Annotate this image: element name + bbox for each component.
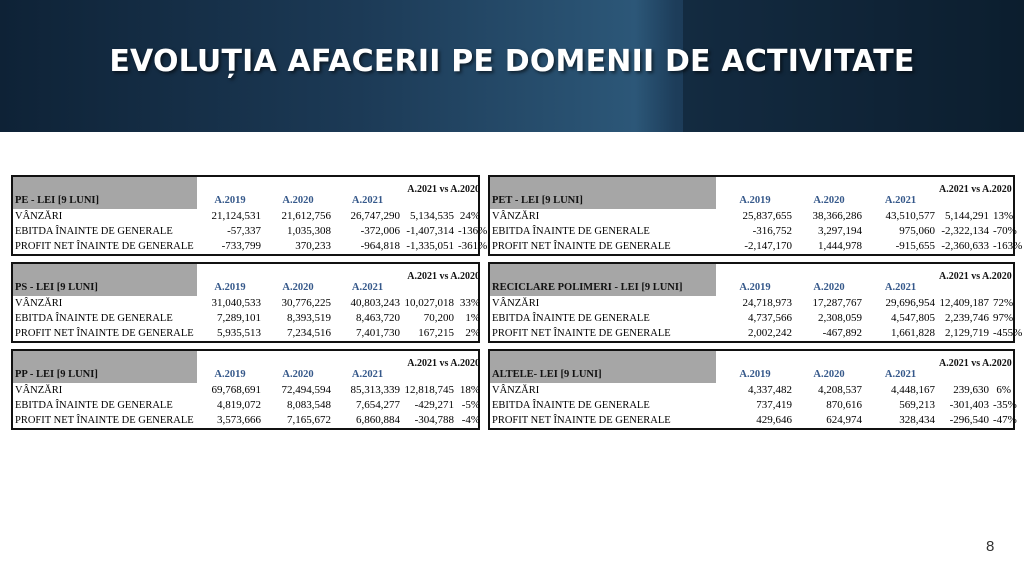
cell-2021: 43,510,577 bbox=[885, 210, 935, 222]
col-header-2019: A.2019 bbox=[214, 282, 246, 293]
cell-pct: 2% bbox=[465, 327, 481, 339]
row-label: VÂNZĂRI bbox=[492, 385, 540, 396]
cell-pct: 72% bbox=[993, 297, 1014, 309]
col-header-comparison: A.2021 vs A.2020 bbox=[407, 184, 481, 195]
row-label: PROFIT NET ÎNAINTE DE GENERALE bbox=[492, 328, 671, 339]
col-header-2020: A.2020 bbox=[282, 282, 314, 293]
cell-2021: 26,747,290 bbox=[350, 210, 400, 222]
page-number: 8 bbox=[986, 538, 995, 555]
table-row bbox=[13, 413, 482, 428]
row-label: EBITDA ÎNAINTE DE GENERALE bbox=[492, 313, 650, 324]
cell-2020: -467,892 bbox=[822, 327, 862, 339]
cell-diff: 2,239,746 bbox=[945, 312, 989, 324]
col-header-2019: A.2019 bbox=[214, 195, 246, 206]
cell-2021: 4,547,805 bbox=[891, 312, 935, 324]
cell-2021: 8,463,720 bbox=[356, 312, 400, 324]
row-label: VÂNZĂRI bbox=[492, 298, 540, 309]
cell-pct: -4% bbox=[461, 414, 481, 426]
col-header-comparison: A.2021 vs A.2020 bbox=[939, 271, 1012, 282]
cell-2021: -964,818 bbox=[360, 240, 400, 252]
table-row bbox=[490, 239, 1013, 254]
cell-2020: 870,616 bbox=[826, 399, 862, 411]
cell-2021: 569,213 bbox=[899, 399, 935, 411]
cell-2020: 7,234,516 bbox=[287, 327, 331, 339]
cell-2021: 85,313,339 bbox=[350, 384, 400, 396]
col-header-2021: A.2021 bbox=[351, 195, 384, 206]
row-label: PROFIT NET ÎNAINTE DE GENERALE bbox=[492, 241, 671, 252]
cell-2019: 5,935,513 bbox=[217, 327, 261, 339]
row-label: VÂNZĂRI bbox=[492, 211, 540, 222]
cell-2021: 7,401,730 bbox=[356, 327, 400, 339]
col-header-2020: A.2020 bbox=[813, 369, 845, 380]
cell-pct: -136% bbox=[458, 225, 488, 237]
col-header-2021: A.2021 bbox=[351, 282, 384, 293]
cell-pct: 6% bbox=[996, 384, 1012, 396]
table-row bbox=[490, 209, 1013, 224]
col-header-2020: A.2020 bbox=[813, 282, 845, 293]
cell-diff: 167,215 bbox=[418, 327, 454, 339]
cell-2019: 429,646 bbox=[756, 414, 792, 426]
cell-2020: 8,083,548 bbox=[287, 399, 331, 411]
table-row bbox=[13, 224, 482, 239]
cell-2019: 24,718,973 bbox=[742, 297, 792, 309]
table-row bbox=[13, 209, 482, 224]
row-label: PROFIT NET ÎNAINTE DE GENERALE bbox=[492, 415, 671, 426]
cell-2019: 2,002,242 bbox=[748, 327, 792, 339]
table-header-row bbox=[490, 177, 1013, 209]
cell-diff: -1,407,314 bbox=[406, 225, 454, 237]
cell-2021: -372,006 bbox=[360, 225, 400, 237]
cell-2019: 7,289,101 bbox=[217, 312, 261, 324]
cell-diff: 70,200 bbox=[423, 312, 454, 324]
table-header-row bbox=[13, 177, 482, 209]
table-row bbox=[13, 311, 482, 326]
row-label: EBITDA ÎNAINTE DE GENERALE bbox=[15, 226, 173, 237]
cell-2020: 4,208,537 bbox=[818, 384, 862, 396]
row-label: VÂNZĂRI bbox=[15, 385, 63, 396]
cell-2019: 4,819,072 bbox=[217, 399, 261, 411]
cell-pct: -361% bbox=[458, 240, 488, 252]
cell-2019: 25,837,655 bbox=[742, 210, 792, 222]
cell-2019: -57,337 bbox=[227, 225, 261, 237]
cell-diff: -429,271 bbox=[414, 399, 454, 411]
cell-diff: 2,129,719 bbox=[945, 327, 989, 339]
cell-pct: 33% bbox=[459, 297, 481, 309]
cell-diff: 5,134,535 bbox=[410, 210, 454, 222]
cell-2019: 21,124,531 bbox=[211, 210, 261, 222]
col-header-2019: A.2019 bbox=[739, 195, 771, 206]
cell-2021: 4,448,167 bbox=[891, 384, 935, 396]
cell-2020: 1,444,978 bbox=[818, 240, 862, 252]
cell-2019: 3,573,666 bbox=[217, 414, 261, 426]
col-header-2021: A.2021 bbox=[884, 282, 917, 293]
cell-2019: 4,737,566 bbox=[748, 312, 792, 324]
cell-pct: 97% bbox=[993, 312, 1014, 324]
table-row bbox=[13, 239, 482, 254]
cell-2020: 30,776,225 bbox=[281, 297, 331, 309]
cell-diff: 239,630 bbox=[953, 384, 989, 396]
col-header-2019: A.2019 bbox=[214, 369, 246, 380]
table-header-row bbox=[490, 264, 1013, 296]
table-header-row bbox=[490, 351, 1013, 383]
cell-pct: 13% bbox=[993, 210, 1014, 222]
cell-2019: 69,768,691 bbox=[211, 384, 261, 396]
cell-2019: 4,337,482 bbox=[748, 384, 792, 396]
cell-pct: -163% bbox=[993, 240, 1023, 252]
cell-2020: 624,974 bbox=[826, 414, 862, 426]
cell-2021: 40,803,243 bbox=[350, 297, 400, 309]
cell-2020: 38,366,286 bbox=[812, 210, 862, 222]
col-header-comparison: A.2021 vs A.2020 bbox=[939, 358, 1012, 369]
cell-diff: 12,409,187 bbox=[939, 297, 989, 309]
table-row bbox=[490, 398, 1013, 413]
col-header-2019: A.2019 bbox=[739, 369, 771, 380]
cell-2020: 72,494,594 bbox=[281, 384, 331, 396]
cell-2020: 1,035,308 bbox=[287, 225, 331, 237]
table-title: PS - LEI [9 LUNI] bbox=[13, 264, 197, 296]
cell-2019: -316,752 bbox=[752, 225, 792, 237]
table-row bbox=[13, 296, 482, 311]
cell-2019: -733,799 bbox=[221, 240, 261, 252]
row-label: PROFIT NET ÎNAINTE DE GENERALE bbox=[15, 328, 194, 339]
table-row bbox=[490, 296, 1013, 311]
row-label: EBITDA ÎNAINTE DE GENERALE bbox=[492, 400, 650, 411]
cell-2021: 6,860,884 bbox=[356, 414, 400, 426]
col-header-2021: A.2021 bbox=[351, 369, 384, 380]
table-row bbox=[13, 398, 482, 413]
row-label: EBITDA ÎNAINTE DE GENERALE bbox=[15, 400, 173, 411]
cell-pct: -455% bbox=[993, 327, 1023, 339]
table-header-row bbox=[13, 351, 482, 383]
col-header-comparison: A.2021 vs A.2020 bbox=[407, 271, 481, 282]
table-row bbox=[490, 326, 1013, 341]
col-header-comparison: A.2021 vs A.2020 bbox=[407, 358, 481, 369]
row-label: PROFIT NET ÎNAINTE DE GENERALE bbox=[15, 241, 194, 252]
cell-2020: 2,308,059 bbox=[818, 312, 862, 324]
table-pe bbox=[11, 175, 488, 256]
cell-2021: 7,654,277 bbox=[356, 399, 400, 411]
cell-pct: -47% bbox=[993, 414, 1017, 426]
cell-diff: -2,360,633 bbox=[941, 240, 989, 252]
row-label: VÂNZĂRI bbox=[15, 298, 63, 309]
table-row bbox=[490, 224, 1013, 239]
cell-2021: 29,696,954 bbox=[885, 297, 935, 309]
col-header-2019: A.2019 bbox=[739, 282, 771, 293]
col-header-2020: A.2020 bbox=[813, 195, 845, 206]
table-header-row bbox=[13, 264, 482, 296]
col-header-2021: A.2021 bbox=[884, 369, 917, 380]
cell-pct: -35% bbox=[993, 399, 1017, 411]
cell-2019: 737,419 bbox=[756, 399, 792, 411]
cell-2021: 1,661,828 bbox=[891, 327, 935, 339]
table-row bbox=[490, 311, 1013, 326]
cell-2020: 7,165,672 bbox=[287, 414, 331, 426]
cell-2020: 3,297,194 bbox=[818, 225, 862, 237]
cell-2019: -2,147,170 bbox=[744, 240, 792, 252]
cell-2020: 370,233 bbox=[295, 240, 331, 252]
row-label: EBITDA ÎNAINTE DE GENERALE bbox=[492, 226, 650, 237]
cell-2020: 8,393,519 bbox=[287, 312, 331, 324]
cell-diff: 10,027,018 bbox=[404, 297, 454, 309]
cell-2020: 21,612,756 bbox=[281, 210, 331, 222]
table-title: PET - LEI [9 LUNI] bbox=[490, 177, 716, 209]
cell-diff: 12,818,745 bbox=[404, 384, 454, 396]
cell-2021: -915,655 bbox=[895, 240, 935, 252]
table-row bbox=[13, 326, 482, 341]
table-title: PP - LEI [9 LUNI] bbox=[13, 351, 197, 383]
cell-diff: -304,788 bbox=[414, 414, 454, 426]
col-header-comparison: A.2021 vs A.2020 bbox=[939, 184, 1012, 195]
cell-pct: -70% bbox=[993, 225, 1017, 237]
col-header-2020: A.2020 bbox=[282, 369, 314, 380]
cell-pct: -5% bbox=[461, 399, 481, 411]
table-row bbox=[490, 413, 1013, 428]
cell-pct: 24% bbox=[459, 210, 481, 222]
col-header-2020: A.2020 bbox=[282, 195, 314, 206]
row-label: EBITDA ÎNAINTE DE GENERALE bbox=[15, 313, 173, 324]
cell-diff: -2,322,134 bbox=[941, 225, 989, 237]
table-pet bbox=[488, 175, 1023, 256]
table-reciclare-polimeri bbox=[488, 262, 1023, 343]
cell-diff: -296,540 bbox=[949, 414, 989, 426]
table-title: PE - LEI [9 LUNI] bbox=[13, 177, 197, 209]
table-title: RECICLARE POLIMERI - LEI [9 LUNI] bbox=[490, 264, 716, 296]
cell-2021: 975,060 bbox=[899, 225, 935, 237]
slide-header bbox=[0, 0, 1024, 132]
row-label: PROFIT NET ÎNAINTE DE GENERALE bbox=[15, 415, 194, 426]
col-header-2021: A.2021 bbox=[884, 195, 917, 206]
cell-2019: 31,040,533 bbox=[211, 297, 261, 309]
cell-diff: 5,144,291 bbox=[945, 210, 989, 222]
cell-pct: 18% bbox=[459, 384, 481, 396]
table-pp bbox=[11, 349, 480, 430]
cell-2021: 328,434 bbox=[899, 414, 935, 426]
row-label: VÂNZĂRI bbox=[15, 211, 63, 222]
table-row bbox=[490, 383, 1013, 398]
cell-pct: 1% bbox=[465, 312, 481, 324]
cell-2020: 17,287,767 bbox=[812, 297, 862, 309]
table-title: ALTELE- LEI [9 LUNI] bbox=[490, 351, 716, 383]
table-altele bbox=[488, 349, 1015, 430]
table-ps bbox=[11, 262, 480, 343]
cell-diff: -301,403 bbox=[949, 399, 989, 411]
slide-title: EVOLUȚIA AFACERII PE DOMENII DE ACTIVITATE bbox=[109, 44, 915, 79]
cell-diff: -1,335,051 bbox=[406, 240, 454, 252]
table-row bbox=[13, 383, 482, 398]
